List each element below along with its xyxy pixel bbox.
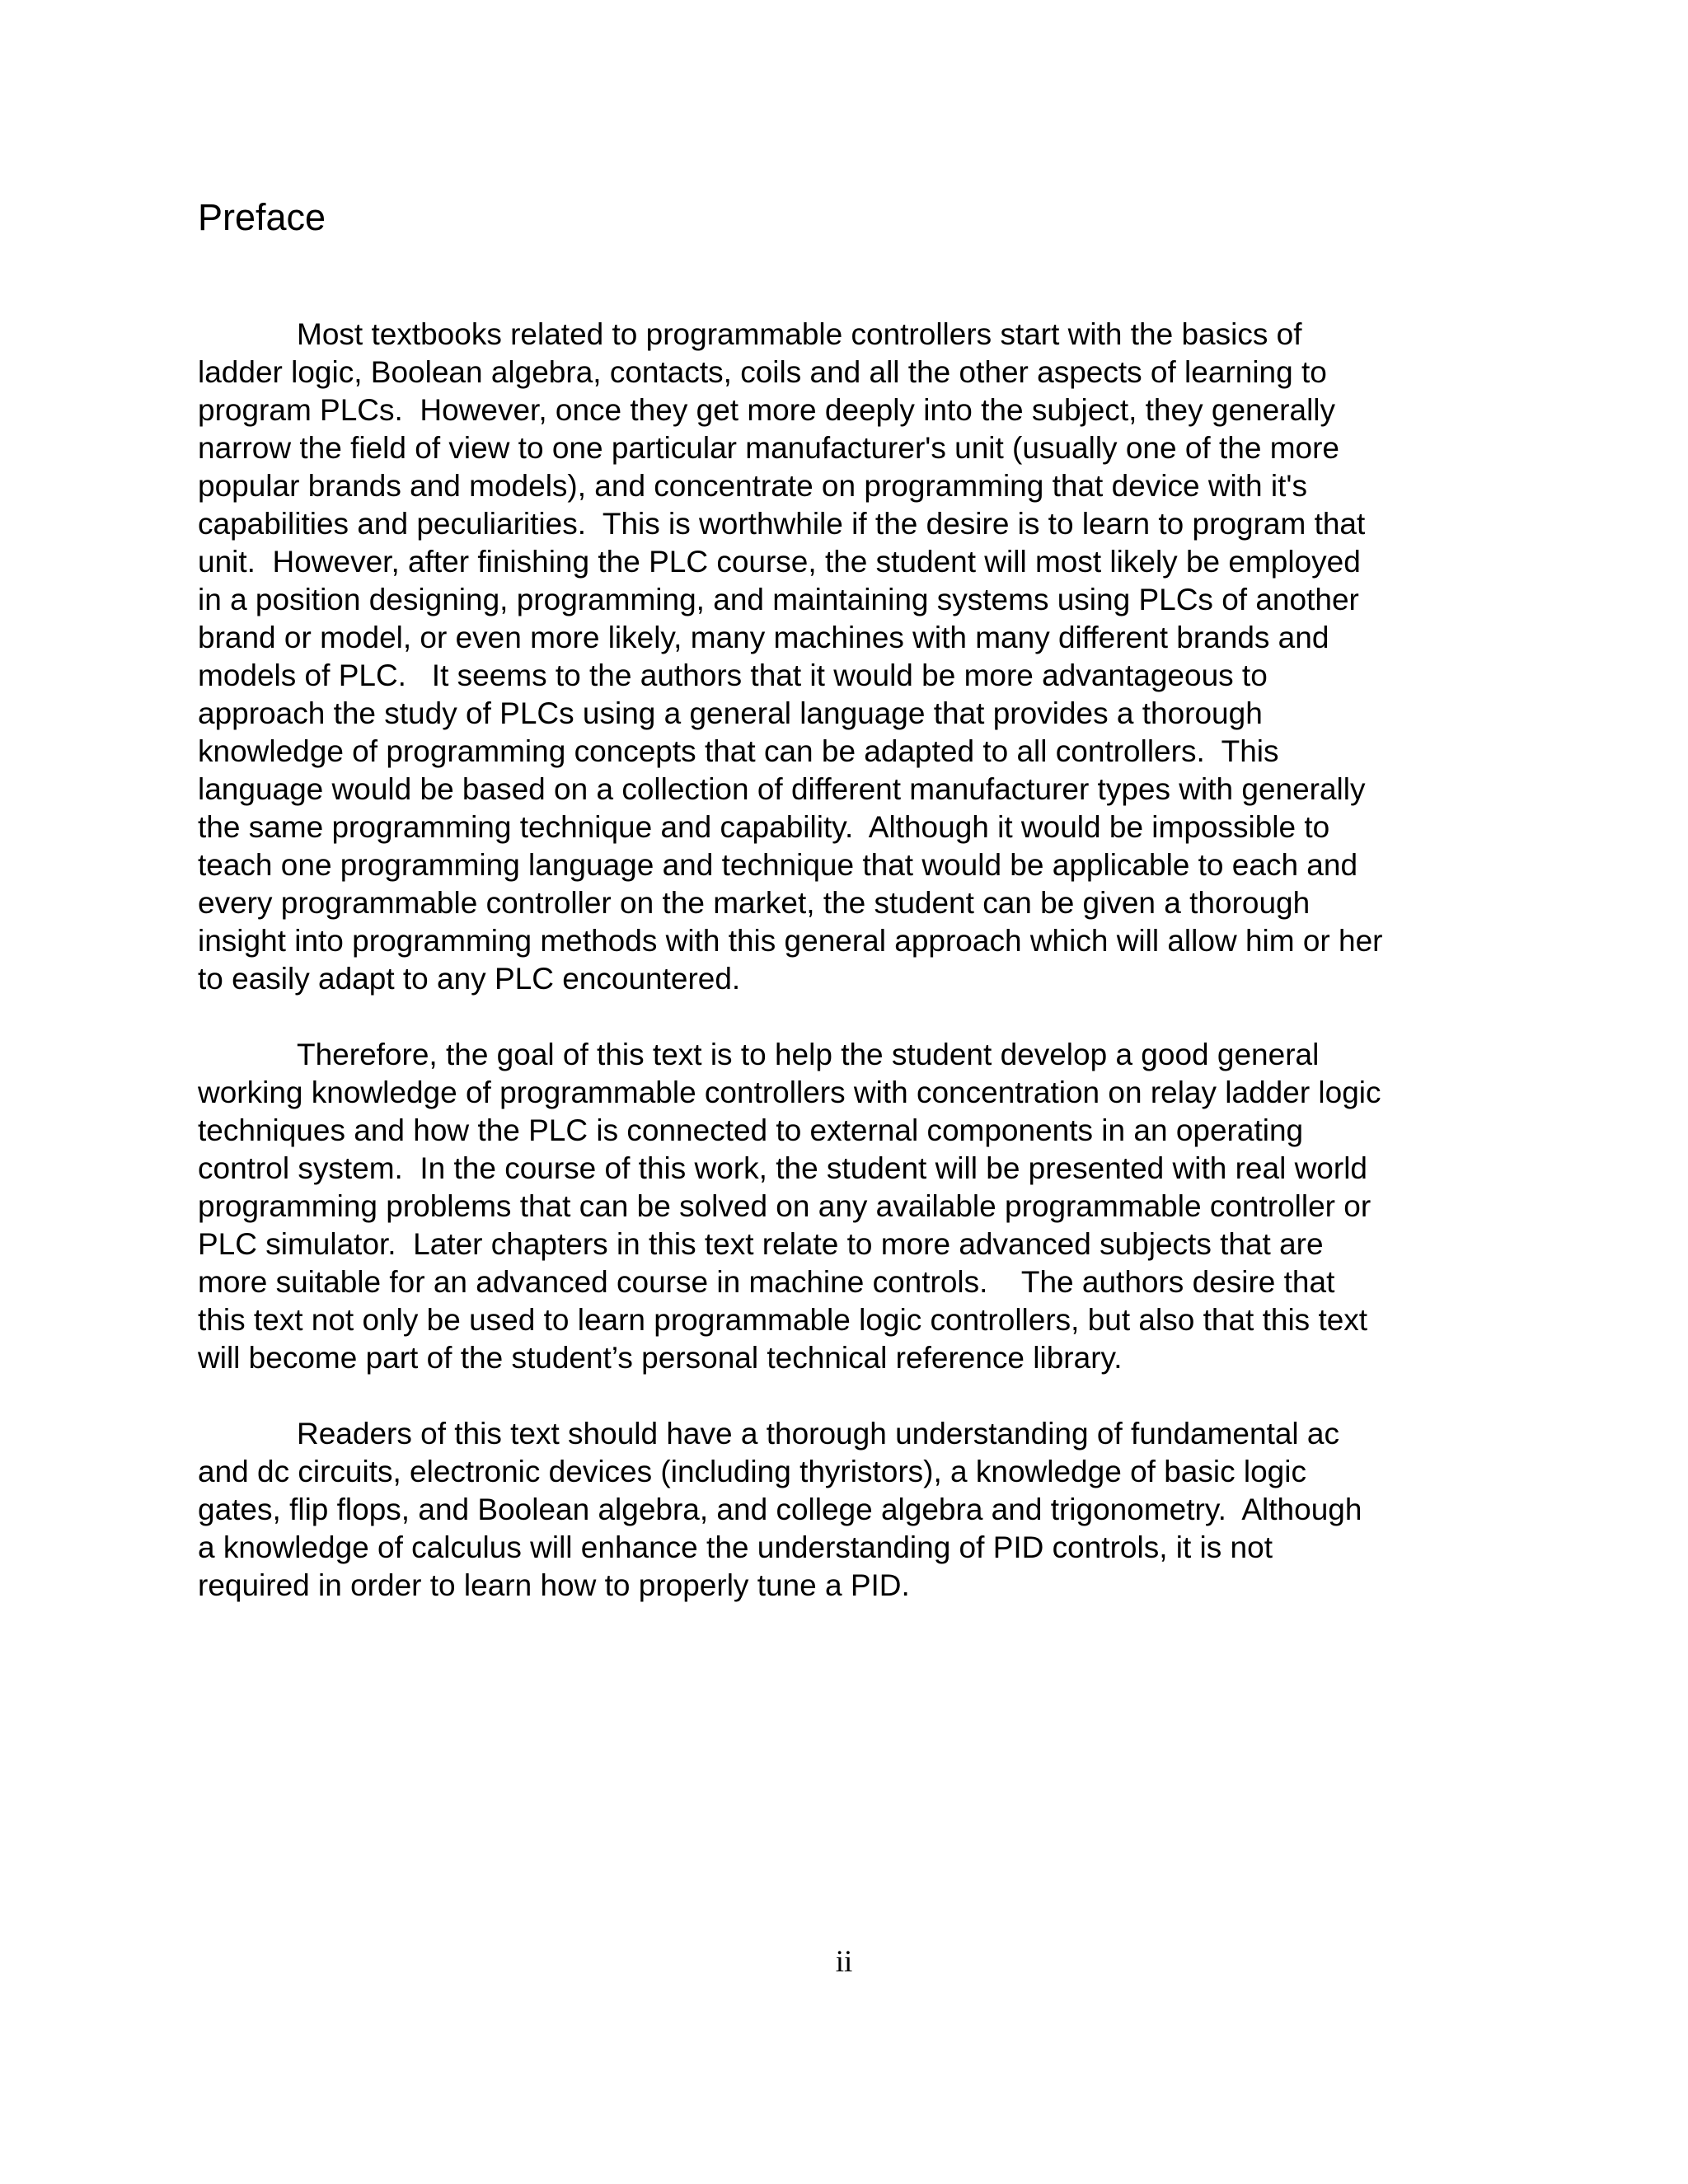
paragraph-line: approach the study of PLCs using a general language that provides a thorough [198, 696, 1263, 730]
paragraph-line: Therefore, the goal of this text is to help the student develop a good general [297, 1038, 1320, 1071]
paragraph-line: narrow the field of view to one particular manufacturer's unit (usually one of the more [198, 431, 1339, 465]
paragraph-line: the same programming technique and capability. Although it would be impossible to [198, 810, 1330, 844]
paragraph-line: Readers of this text should have a thorough understanding of fundamental ac [297, 1417, 1340, 1451]
paragraph-line: a knowledge of calculus will enhance the understanding of PID controls, it is not [198, 1530, 1273, 1564]
paragraph-line: programming problems that can be solved on any available programmable controller or [198, 1189, 1372, 1223]
page-title: Preface [198, 196, 326, 238]
paragraph-line: gates, flip flops, and Boolean algebra, and college algebra and trigonometry. Although [198, 1493, 1362, 1526]
paragraph-line: models of PLC. It seems to the authors that it would be more advantageous to [198, 658, 1268, 692]
paragraph-line: control system. In the course of this work, the student will be presented with real world [198, 1151, 1367, 1185]
paragraph-line: Most textbooks related to programmable controllers start with the basics of [297, 317, 1302, 351]
paragraph-line: language would be based on a collection of different manufacturer types with generally [198, 772, 1366, 806]
paragraph-line: capabilities and peculiarities. This is worthwhile if the desire is to learn to program that [198, 507, 1366, 541]
paragraph-line: and dc circuits, electronic devices (including thyristors), a knowledge of basic logic [198, 1455, 1306, 1488]
page-number: ii [835, 1945, 853, 1979]
paragraph-line: in a position designing, programming, and maintaining systems using PLCs of another [198, 583, 1359, 616]
paragraph-line: unit. However, after finishing the PLC course, the student will most likely be employed [198, 545, 1361, 579]
paragraph-line: required in order to learn how to properly tune a PID. [198, 1568, 910, 1602]
paragraph-line: working knowledge of programmable controllers with concentration on relay ladder logic [198, 1076, 1381, 1109]
paragraph-line: brand or model, or even more likely, many machines with many different brands and [198, 621, 1329, 654]
paragraph-line: program PLCs. However, once they get more deeply into the subject, they generally [198, 393, 1336, 427]
paragraph-line: every programmable controller on the market, the student can be given a thorough [198, 886, 1311, 920]
paragraph-line: to easily adapt to any PLC encountered. [198, 962, 741, 996]
paragraph-line: will become part of the student’s personal technical reference library. [198, 1341, 1123, 1375]
paragraph-line: ladder logic, Boolean algebra, contacts, coils and all the other aspects of learning to [198, 355, 1327, 389]
paragraph-line: PLC simulator. Later chapters in this text relate to more advanced subjects that are [198, 1227, 1324, 1261]
paragraph-line: knowledge of programming concepts that can be adapted to all controllers. This [198, 734, 1279, 768]
paragraph-line: this text not only be used to learn programmable logic controllers, but also that this text [198, 1303, 1368, 1337]
paragraph-line: teach one programming language and technique that would be applicable to each and [198, 848, 1358, 882]
paragraph-line: techniques and how the PLC is connected to external components in an operating [198, 1113, 1304, 1147]
paragraph-line: insight into programming methods with this general approach which will allow him or her [198, 924, 1383, 958]
paragraph-line: more suitable for an advanced course in machine controls. The authors desire that [198, 1265, 1335, 1299]
paragraph-line: popular brands and models), and concentrate on programming that device with it's [198, 469, 1307, 503]
